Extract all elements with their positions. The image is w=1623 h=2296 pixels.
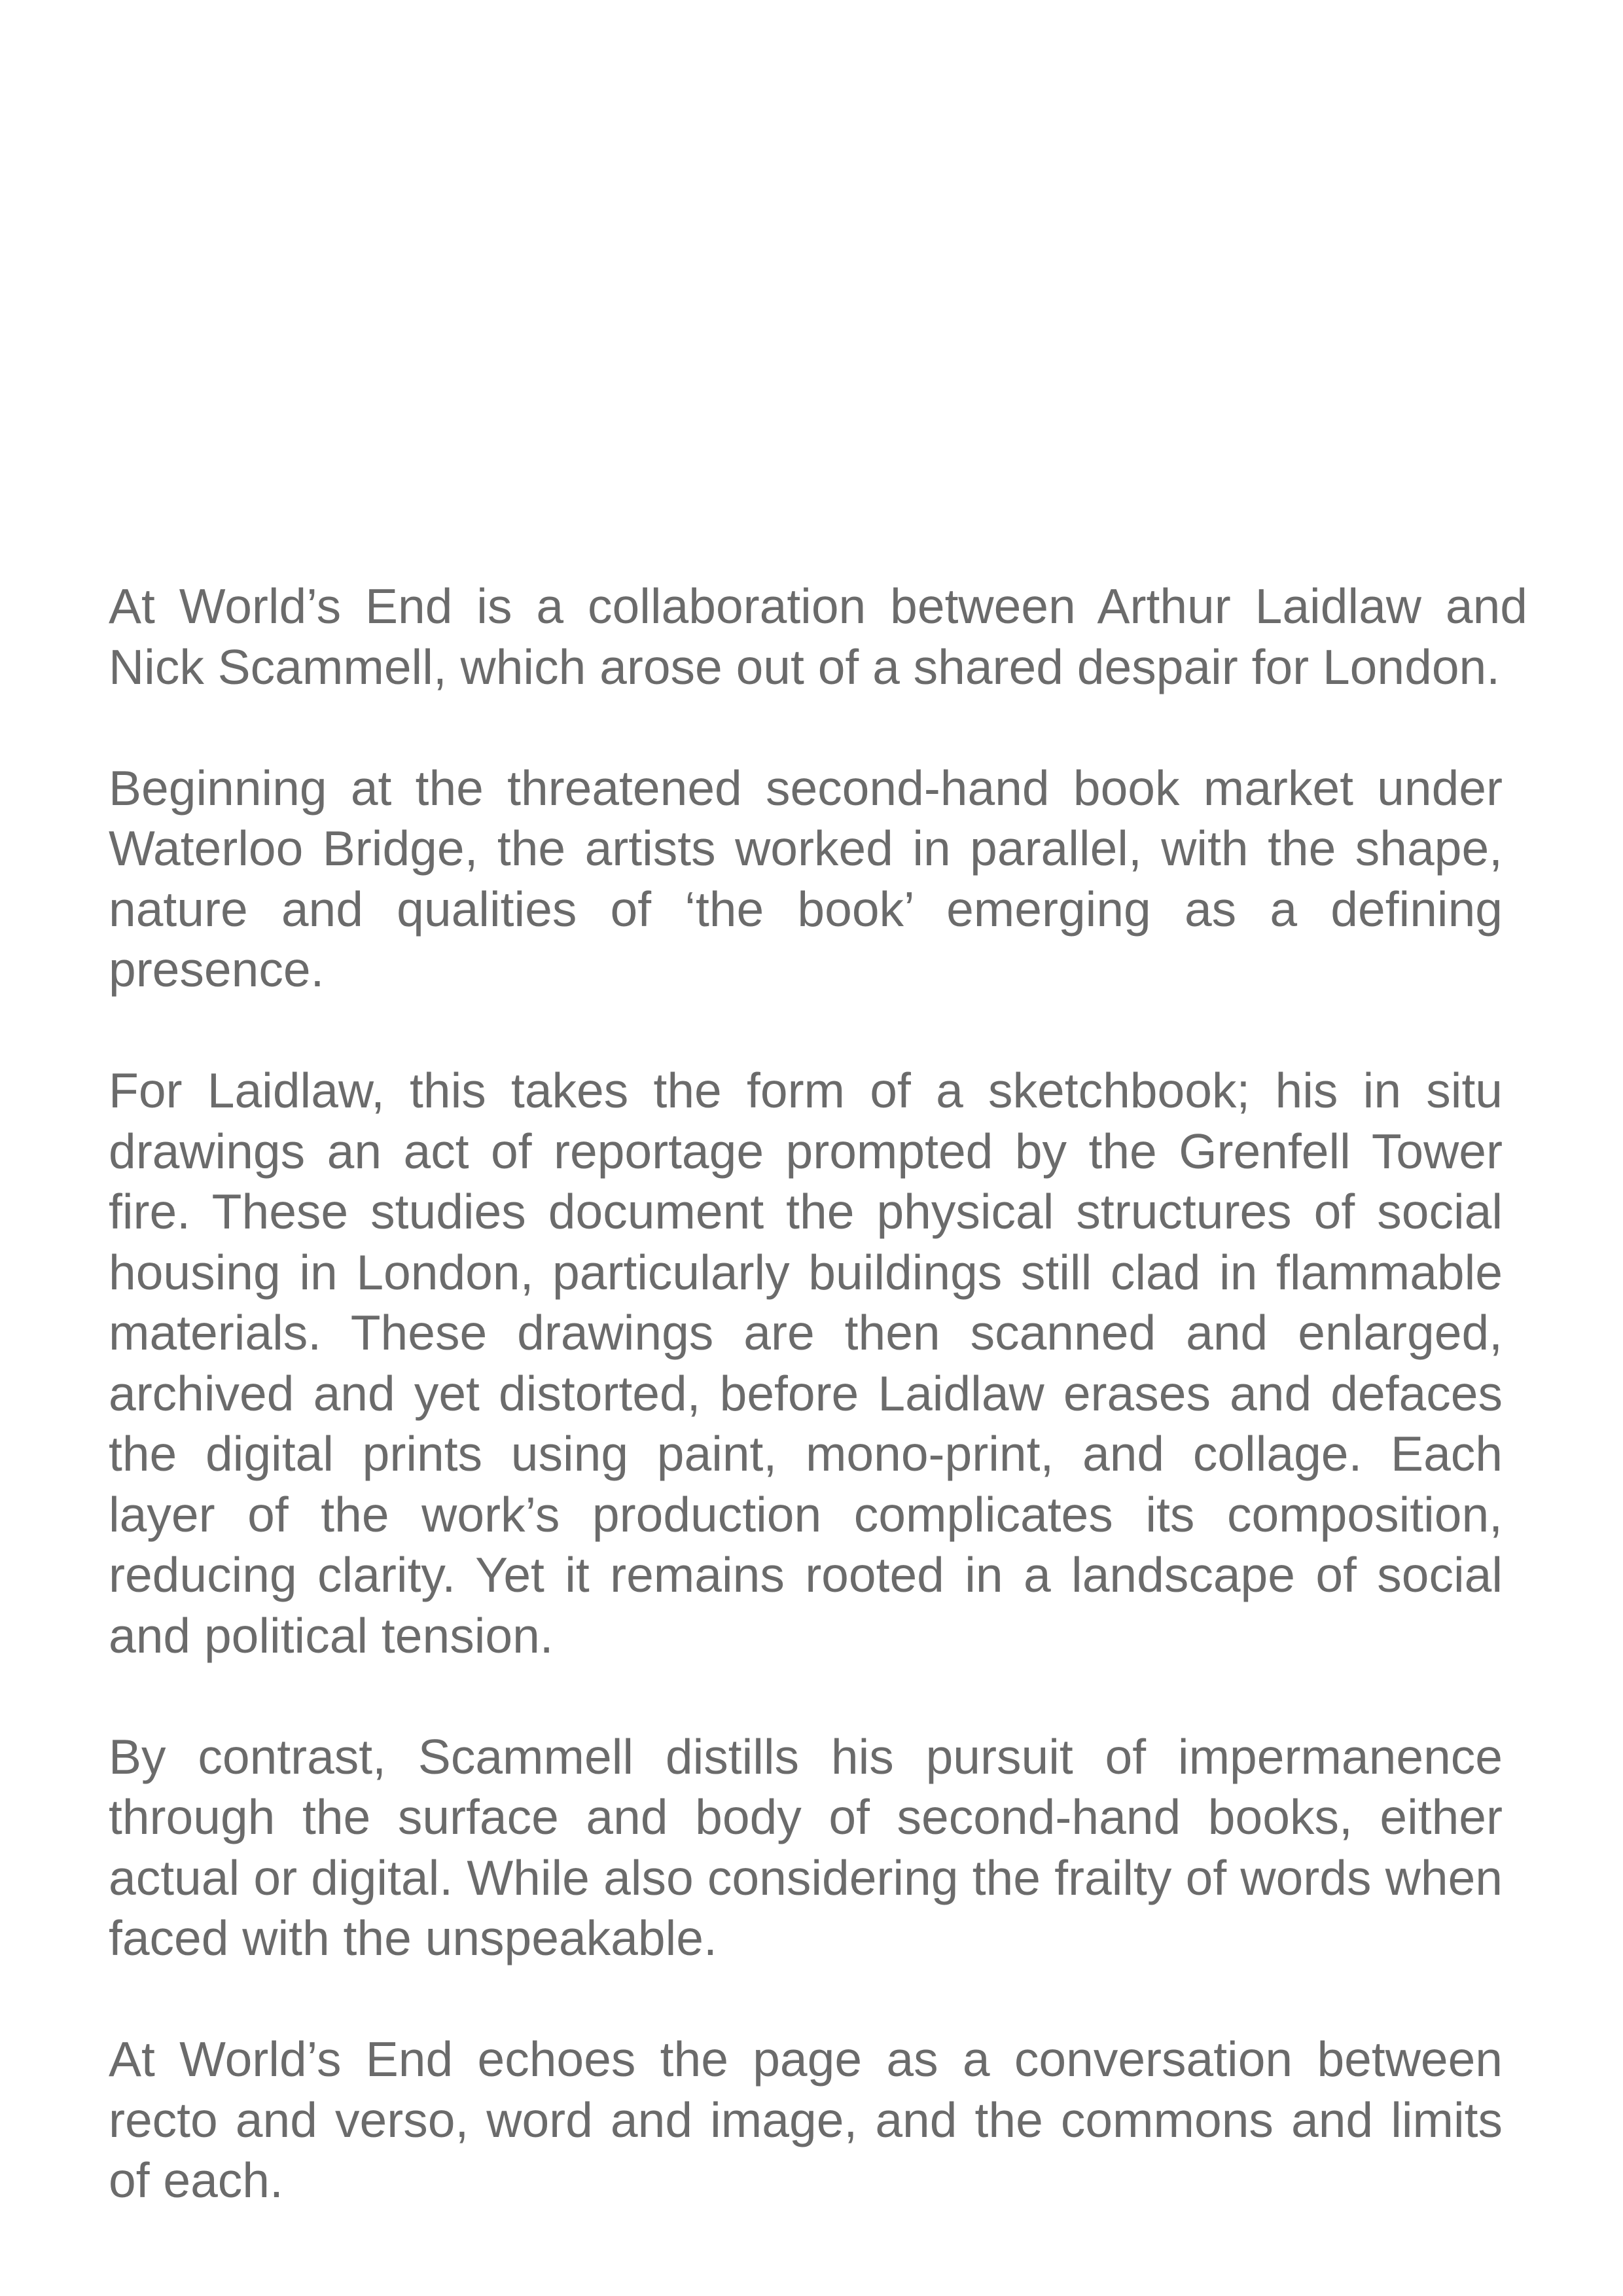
body-text	[109, 576, 1527, 2211]
paragraph-intro: At World’s End is a collaboration between Arthur Laidlaw and Nick Scammell, which arose out of a shared despair for London.	[109, 579, 1527, 694]
paragraph-waterloo-bridge: Beginning at the threatened second-hand book market under Waterloo Bridge, the artists worked in parallel, with the shape, nature and qualities of ‘the book’ emerging as a defining presence.	[109, 760, 1503, 997]
paragraph-conclusion: At World’s End echoes the page as a conversation between recto and verso, word and image, and the commons and limits of each.	[109, 2032, 1503, 2208]
paragraph-scammell: By contrast, Scammell distills his pursuit of impermanence through the surface and body of second-hand books, either actual or digital. While also considering the frailty of words when faced with the unspeakable.	[109, 1729, 1503, 1965]
paragraph-laidlaw: For Laidlaw, this takes the form of a sketchbook; his in situ drawings an act of reportage prompted by the Grenfell Tower fire. These studies document the physical structures of social housing in London, particularly buildings still clad in flammable materials. These drawings are then scanned and enlarged, archived and yet distorted, before Laidlaw erases and defaces the digital prints using paint, mono-print, and collage. Each layer of the work’s production complicates its composition, reducing clarity. Yet it remains rooted in a landscape of social and political tension.	[109, 1063, 1503, 1663]
